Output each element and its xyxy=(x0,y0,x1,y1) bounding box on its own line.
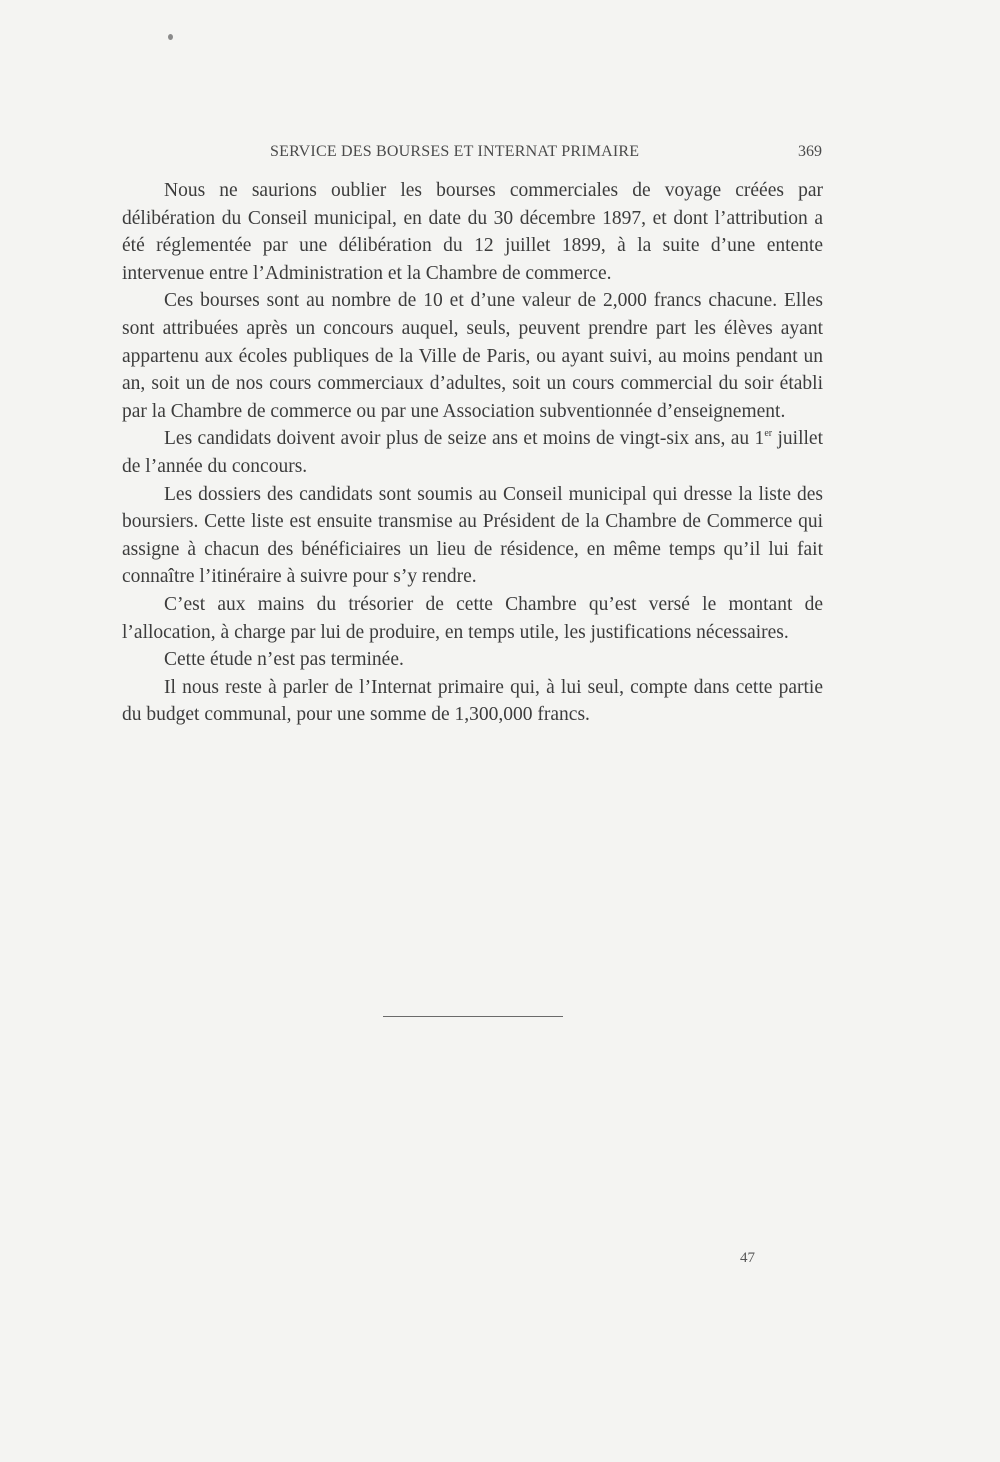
ordinal-superscript: er xyxy=(764,428,773,440)
paragraph: C’est aux mains du trésorier de cette Chambre qu’est versé le montant de l’allocation, à charge par lui de produire, en temps utile, les justifications nécessaires. xyxy=(122,593,823,643)
page-number: 369 xyxy=(798,143,822,160)
paragraph: Nous ne saurions oublier les bourses commerciales de voyage créées par délibération du Conseil municipal, en date du 30 décembre 1897, et dont l’attribution a été réglementée par une délibération du 12 juillet 1899, à la suite d’une entente intervenue entre l’Administration et la Chambre de commerce. xyxy=(122,180,823,284)
ink-speck xyxy=(168,34,173,40)
paragraph: Ces bourses sont au nombre de 10 et d’une valeur de 2,000 francs chacune. Elles sont attribuées après un concours auquel, seuls, peuvent prendre part les élèves ayant appartenu aux écoles publiques de la Ville de Paris, ou ayant suivi, au moins pendant un an, soit un de nos cours commerciaux d’adultes, soit un cours commercial du soir établi par la Chambre de commerce ou par une Association subventionnée d’enseignement. xyxy=(122,290,823,422)
running-title: SERVICE DES BOURSES ET INTERNAT PRIMAIRE xyxy=(270,143,640,160)
end-rule xyxy=(383,1016,563,1017)
running-head xyxy=(122,143,822,165)
paragraph xyxy=(122,425,823,480)
paragraph-text: Les candidats doivent avoir plus de seize ans et moins de vingt-six ans, au 1 xyxy=(164,428,765,450)
paragraph: Cette étude n’est pas terminée. xyxy=(164,649,404,671)
signature-mark: 47 xyxy=(740,1250,755,1266)
paragraph: Les dossiers des candidats sont soumis au Conseil municipal qui dresse la liste des boursiers. Cette liste est ensuite transmise au Président de la Chambre de Commerce qui assigne à chacun des bénéficiaires un lieu de résidence, en même temps qu’il lui fait connaître l’itinéraire à suivre pour s’y rendre. xyxy=(122,483,823,588)
paragraph: Il nous reste à parler de l’Internat primaire qui, à lui seul, compte dans cette partie du budget communal, pour une somme de 1,300,000 francs. xyxy=(122,676,823,726)
paragraph-text: juillet de l’année du concours. xyxy=(122,428,823,477)
body-text xyxy=(122,177,823,729)
